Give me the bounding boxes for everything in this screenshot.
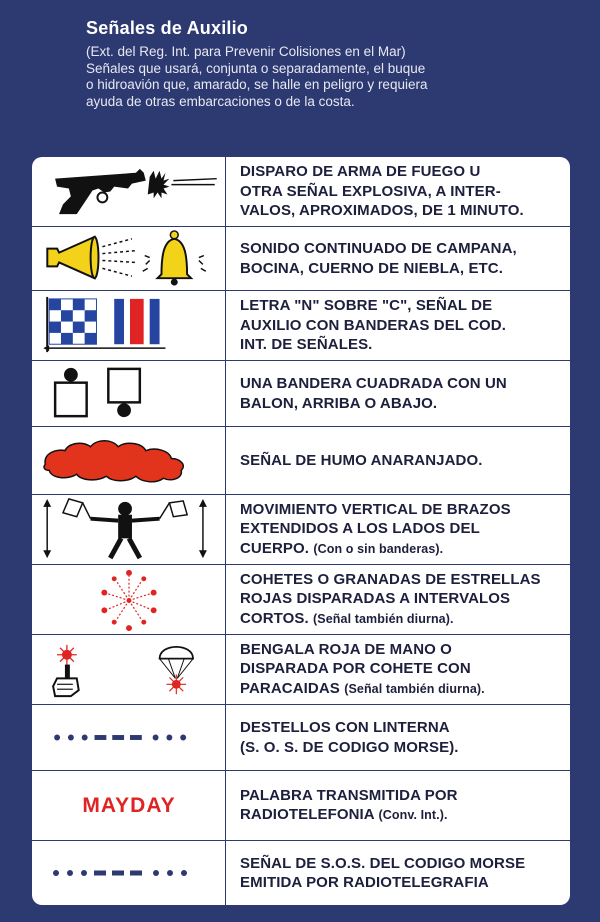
description-line: LETRA "N" SOBRE "C", SEÑAL DE bbox=[240, 297, 493, 315]
subtitle-line: (Ext. del Reg. Int. para Prevenir Colisiones en el Mar) bbox=[86, 44, 406, 59]
signal-description bbox=[240, 705, 564, 770]
hand-flare-parachute-icon bbox=[32, 635, 226, 704]
gun-icon bbox=[32, 157, 226, 226]
description-line: BALON, ARRIBA O ABAJO. bbox=[240, 394, 438, 412]
description-line: PALABRA TRANSMITIDA POR bbox=[240, 786, 458, 804]
icon-cell bbox=[32, 227, 226, 290]
orange-smoke-icon bbox=[32, 427, 226, 494]
description-text: CUERPO. bbox=[240, 539, 310, 557]
description-line: SEÑAL DE HUMO ANARANJADO. bbox=[240, 451, 483, 469]
icon-cell bbox=[32, 635, 226, 704]
description-line: INT. DE SEÑALES. bbox=[240, 336, 373, 354]
description-line: SONIDO CONTINUADO DE CAMPANA, bbox=[240, 240, 517, 257]
signal-row-gunfire bbox=[32, 157, 570, 227]
description-line bbox=[240, 539, 511, 560]
mayday-label: MAYDAY bbox=[82, 793, 176, 817]
description-line: BENGALA ROJA DE MANO O bbox=[240, 640, 452, 658]
icon-cell bbox=[32, 427, 226, 494]
signal-row-flare bbox=[32, 635, 570, 705]
morse-light-icon bbox=[32, 705, 226, 770]
description-text: RADIOTELEFONIA bbox=[240, 806, 375, 823]
signal-description bbox=[240, 495, 564, 564]
page-title: Señales de Auxilio bbox=[86, 18, 248, 38]
header bbox=[86, 18, 576, 110]
morse-radio-icon bbox=[32, 841, 226, 905]
description-line bbox=[240, 805, 458, 826]
description-note: (Señal también diurna). bbox=[313, 611, 454, 626]
description-line: EXTENDIDOS A LOS LADOS DEL bbox=[240, 520, 480, 538]
description-line: OTRA SEÑAL EXPLOSIVA, A INTER- bbox=[240, 182, 501, 200]
waving-arms-icon bbox=[32, 495, 226, 564]
description-line: BOCINA, CUERNO DE NIEBLA, ETC. bbox=[240, 259, 504, 277]
icon-cell bbox=[32, 157, 226, 226]
description-line: DISPARO DE ARMA DE FUEGO U bbox=[240, 163, 481, 181]
icon-cell bbox=[32, 565, 226, 634]
code-flags-icon bbox=[32, 291, 226, 360]
description-line: COHETES O GRANADAS DE ESTRELLAS bbox=[240, 570, 541, 588]
signal-row-sound bbox=[32, 227, 570, 291]
signal-description bbox=[240, 361, 564, 426]
signal-description bbox=[240, 291, 564, 360]
red-star-rocket-icon bbox=[32, 565, 226, 634]
signal-description bbox=[240, 771, 564, 840]
signal-description bbox=[240, 635, 564, 704]
signal-description bbox=[240, 841, 564, 905]
description-line: SEÑAL DE S.O.S. DEL CODIGO MORSE bbox=[240, 854, 526, 872]
icon-cell bbox=[32, 771, 226, 840]
signal-row-mayday bbox=[32, 771, 570, 841]
signal-description bbox=[240, 157, 564, 226]
signal-row-star-rockets bbox=[32, 565, 570, 635]
description-line: (S. O. S. DE CODIGO MORSE). bbox=[240, 738, 459, 756]
flag-and-ball-icon bbox=[32, 361, 226, 426]
subtitle-line: ayuda de otras embarcaciones o de la costa. bbox=[86, 93, 355, 109]
icon-cell bbox=[32, 361, 226, 426]
description-line: ROJAS DISPARADAS A INTERVALOS bbox=[240, 590, 511, 608]
signal-row-arms bbox=[32, 495, 570, 565]
subtitle-line: Señales que usará, conjunta o separadamente, el buque bbox=[86, 60, 426, 76]
signal-row-morse-radio bbox=[32, 841, 570, 905]
horn-and-bell-icon bbox=[32, 227, 226, 290]
signal-row-morse-light bbox=[32, 705, 570, 771]
signals-table bbox=[32, 157, 570, 905]
description-line bbox=[240, 609, 541, 630]
signal-row-code-flags bbox=[32, 291, 570, 361]
description-line: EMITIDA POR RADIOTELEGRAFIA bbox=[240, 874, 489, 891]
icon-cell bbox=[32, 291, 226, 360]
signal-description bbox=[240, 427, 564, 494]
description-line: AUXILIO CON BANDERAS DEL COD. bbox=[240, 316, 506, 334]
description-line: DISPARADA POR COHETE CON bbox=[240, 660, 471, 678]
description-line bbox=[240, 679, 485, 700]
icon-cell bbox=[32, 841, 226, 905]
description-note: (Con o sin banderas). bbox=[313, 541, 444, 556]
signal-description bbox=[240, 227, 564, 290]
icon-cell bbox=[32, 705, 226, 770]
description-note: (Conv. Int.). bbox=[378, 808, 448, 822]
description-line: UNA BANDERA CUADRADA CON UN bbox=[240, 375, 507, 392]
signal-row-smoke bbox=[32, 427, 570, 495]
description-note: (Señal también diurna). bbox=[344, 681, 485, 696]
description-line: VALOS, APROXIMADOS, DE 1 MINUTO. bbox=[240, 202, 524, 220]
signal-description bbox=[240, 565, 564, 634]
description-text: CORTOS. bbox=[240, 609, 309, 627]
description-line: DESTELLOS CON LINTERNA bbox=[240, 719, 450, 736]
icon-cell bbox=[32, 495, 226, 564]
description-line: MOVIMIENTO VERTICAL DE BRAZOS bbox=[240, 500, 511, 518]
signal-row-flag-ball bbox=[32, 361, 570, 427]
subtitle-line: o hidroavión que, amarado, se halle en peligro y requiera bbox=[86, 77, 428, 92]
description-text: PARACAIDAS bbox=[240, 679, 340, 697]
